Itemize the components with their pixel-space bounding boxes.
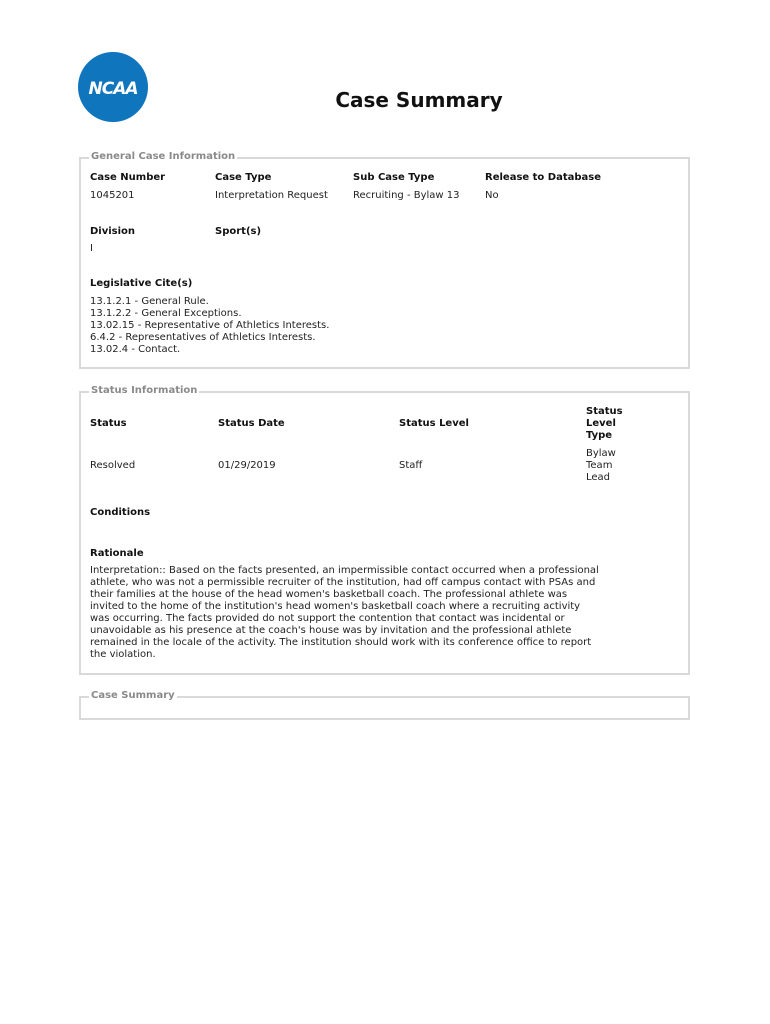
- cite-item: 13.1.2.2 - General Exceptions.: [90, 308, 242, 319]
- logo-text: NCAA: [88, 79, 138, 99]
- status-panel: [79, 385, 690, 675]
- case-type-value: Interpretation Request: [215, 190, 328, 201]
- sub-case-type-label: Sub Case Type: [353, 172, 435, 183]
- page-title: Case Summary: [335, 88, 503, 112]
- division-value: I: [90, 243, 93, 254]
- rationale-line: unavoidable as his presence at the coach's house was by invitation and the professional athlete: [90, 625, 572, 636]
- rationale-line: invited to the home of the institution's head women's basketball coach where a recruiting activity: [90, 601, 581, 612]
- case-number-value: 1045201: [90, 190, 135, 201]
- status-level-type-value: Bylaw Team Lead: [586, 448, 616, 483]
- release-value: No: [485, 190, 499, 201]
- rationale-line: athlete, who was not a permissible recruiter of the institution, had off campus contact with PSAs and: [90, 577, 596, 588]
- cite-item: 13.02.15 - Representative of Athletics Interests.: [90, 320, 330, 331]
- status-level-type-label: Status Level Type: [586, 406, 623, 441]
- rationale-line: remained in the locale of the activity. The institution should work with its conference office to report: [90, 637, 592, 648]
- status-value: Resolved: [90, 460, 136, 471]
- status-legend: Status Information: [91, 385, 198, 396]
- case-number-label: Case Number: [90, 172, 166, 183]
- release-label: Release to Database: [485, 172, 602, 183]
- division-label: Division: [90, 226, 136, 237]
- case-summary-legend: Case Summary: [91, 690, 175, 701]
- conditions-label: Conditions: [90, 507, 151, 518]
- status-level-value: Staff: [399, 460, 423, 471]
- cite-item: 13.02.4 - Contact.: [90, 344, 181, 355]
- case-summary-panel: [79, 690, 690, 720]
- status-date-label: Status Date: [218, 418, 285, 429]
- rationale-line: their families at the house of the head women's basketball coach. The professional athlete was: [90, 589, 568, 600]
- status-label: Status: [90, 418, 127, 429]
- general-case-panel: [79, 151, 690, 369]
- rationale-line: was occurring. The facts provided do not support the contention that contact was incidental or: [90, 613, 565, 624]
- general-case-legend: General Case Information: [91, 151, 236, 162]
- cite-item: 13.1.2.1 - General Rule.: [90, 296, 209, 307]
- rationale-line: the violation.: [90, 649, 156, 660]
- rationale-label: Rationale: [90, 548, 144, 559]
- status-date-value: 01/29/2019: [218, 460, 276, 471]
- sports-label: Sport(s): [215, 226, 262, 237]
- sub-case-type-value: Recruiting - Bylaw 13: [353, 190, 460, 201]
- case-type-label: Case Type: [215, 172, 272, 183]
- cites-label: Legislative Cite(s): [90, 278, 193, 289]
- status-level-label: Status Level: [399, 418, 469, 429]
- cite-item: 6.4.2 - Representatives of Athletics Interests.: [90, 332, 316, 343]
- rationale-line: Interpretation:: Based on the facts presented, an impermissible contact occurred when a professional: [90, 565, 599, 576]
